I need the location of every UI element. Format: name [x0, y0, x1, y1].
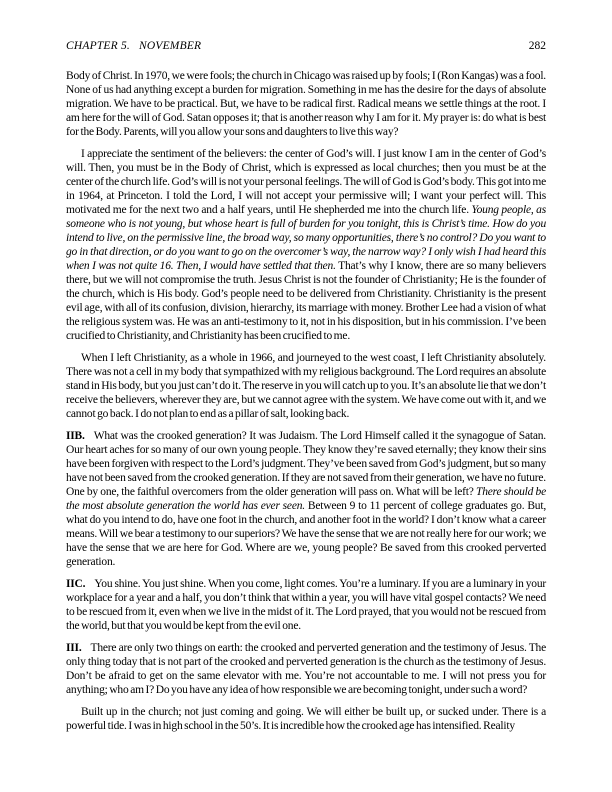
text-run: You shine. You just shine. When you come, light comes. You’re a luminary. If you are a luminary in your workplace for a year and a half, you don’t think that within a year, you will have vital gospel contacts? We need to be rescued from it, even when we live in the midst of it. The Lord prayed, that you would not be rescued from the world, but that you would be kept from the evil one.	[66, 578, 546, 632]
text-run: Between 9 to 11 percent of college graduates go. But, what do you intend to do, have one foot in the church, and another foot in the world? I don’t know what a career means. Will we bear a testimony to our superiors? We have the sense that we are not really here for our work; we have the sense that we are here for God. Where are we, young people? Be saved from this crooked perverted generation.	[66, 500, 547, 568]
page-number: 282	[528, 40, 546, 52]
paragraph	[66, 641, 546, 697]
text-run: I appreciate the sentiment of the believers: the center of God’s will. I just know I am in the center of God’s will. Then, you must be in the Body of Christ, which is expressed as local churches; then you must be at the center of the church life. God’s will is not your personal feelings. The will of God is God’s body. This got into me in 1964, at Princeton. I told the Lord, I will not accept your permissive will; I want your perfect will. This motivated me for the next two and a half years, until He shepherded me into the church life.	[66, 148, 546, 216]
paragraph	[66, 705, 546, 733]
paragraph	[66, 577, 546, 633]
text-run: Body of Christ. In 1970, we were fools; the church in Chicago was raised up by fools; I (Ron Kangas) was a fool. None of us had anything except a burden for migration. Something in me has the desire for the days of absolute migration. We have to be practical. But, we have to be radical first. Radical means we settle things at the root. I am here for the will of God. Satan opposes it; that is another reason why I am for it. My prayer is: do what is best for the Body. Parents, will you allow your sons and daughters to live this way?	[66, 70, 546, 138]
chapter-title: NOVEMBER	[138, 40, 202, 52]
paragraph	[66, 429, 546, 569]
text-run: When I left Christianity, as a whole in 1966, and journeyed to the west coast, I left Christianity absolutely. There was not a cell in my body that sympathized with my religious background. The Lord requires an absolute stand in His body, but you just can’t do it. The reserve in you will catch up to you. It’s an absolute lie that we don’t receive the believers, wherever they are, but we cannot agree with the system. We have come out with it, and we cannot go back. I do not plan to end as a pillar of salt, looking back.	[66, 352, 546, 420]
text-run: What was the crooked generation? It was Judaism. The Lord Himself called it the synagogue of Satan. Our heart aches for so many of our own young people. They know they’re saved eternally; they know their sins have been forgiven with respect to the Lord’s judgment. They’ve been saved from God’s judgment, but so many have not been saved from the crooked generation. If they are not saved from their generation, we have no future. One by one, the faithful overcomers from the older generation will pass on. What will be left?	[66, 430, 546, 498]
section-label: III.	[66, 642, 82, 654]
section-label: IIB.	[66, 430, 85, 442]
chapter-header	[66, 39, 201, 53]
paragraph	[66, 69, 546, 139]
section-label: IIC.	[66, 578, 86, 590]
page-body	[66, 69, 546, 733]
text-run: There are only two things on earth: the crooked and perverted generation and the testimony of Jesus. The only thing today that is not part of the crooked and perverted generation is the church as the testimony of Jesus. Don’t be afraid to get on the same elevator with me. You’re not accountable to me. I will not press you for anything; who am I? Do you have any idea of how responsible we are becoming tonight, under such a word?	[66, 642, 546, 696]
paragraph	[66, 147, 546, 343]
text-run: That’s why I know, there are so many believers there, but we will not compromise the truth. Jesus Christ is not the founder of Christianity; He is the founder of the church, which is His body. God’s people need to be delivered from Christianity. Christianity is the present evil age, with all of its confusion, division, hierarchy, its marriage with money. Brother Lee had a vision of what the religious system was. He was an anti-testimony to it, not in his disposition, but in his commission. I’ve been crucified to Christianity, and Christianity has been crucified to me.	[66, 260, 546, 342]
running-header	[66, 39, 546, 53]
text-run: There should be the most absolute generation the world has ever seen.	[66, 486, 546, 512]
paragraph	[66, 351, 546, 421]
text-run: Young people, as someone who is not young, but whose heart is full of burden for you tonight, this is Christ’s time. How do you intend to live, on the permissive line, the broad way, so many opportunities, there’s no control? Do you want to go in that direction, or do you want to go on the overcomer’s way, the narrow way? I only wish I had heard this when I was not quite 16. Then, I would have settled that then.	[66, 204, 546, 272]
chapter-label: CHAPTER 5.	[66, 40, 130, 52]
text-run: Built up in the church; not just coming and going. We will either be built up, or sucked under. There is a powerful tide. I was in high school in the 50’s. It is incredible how the crooked age has intensified. Reality	[66, 706, 546, 732]
